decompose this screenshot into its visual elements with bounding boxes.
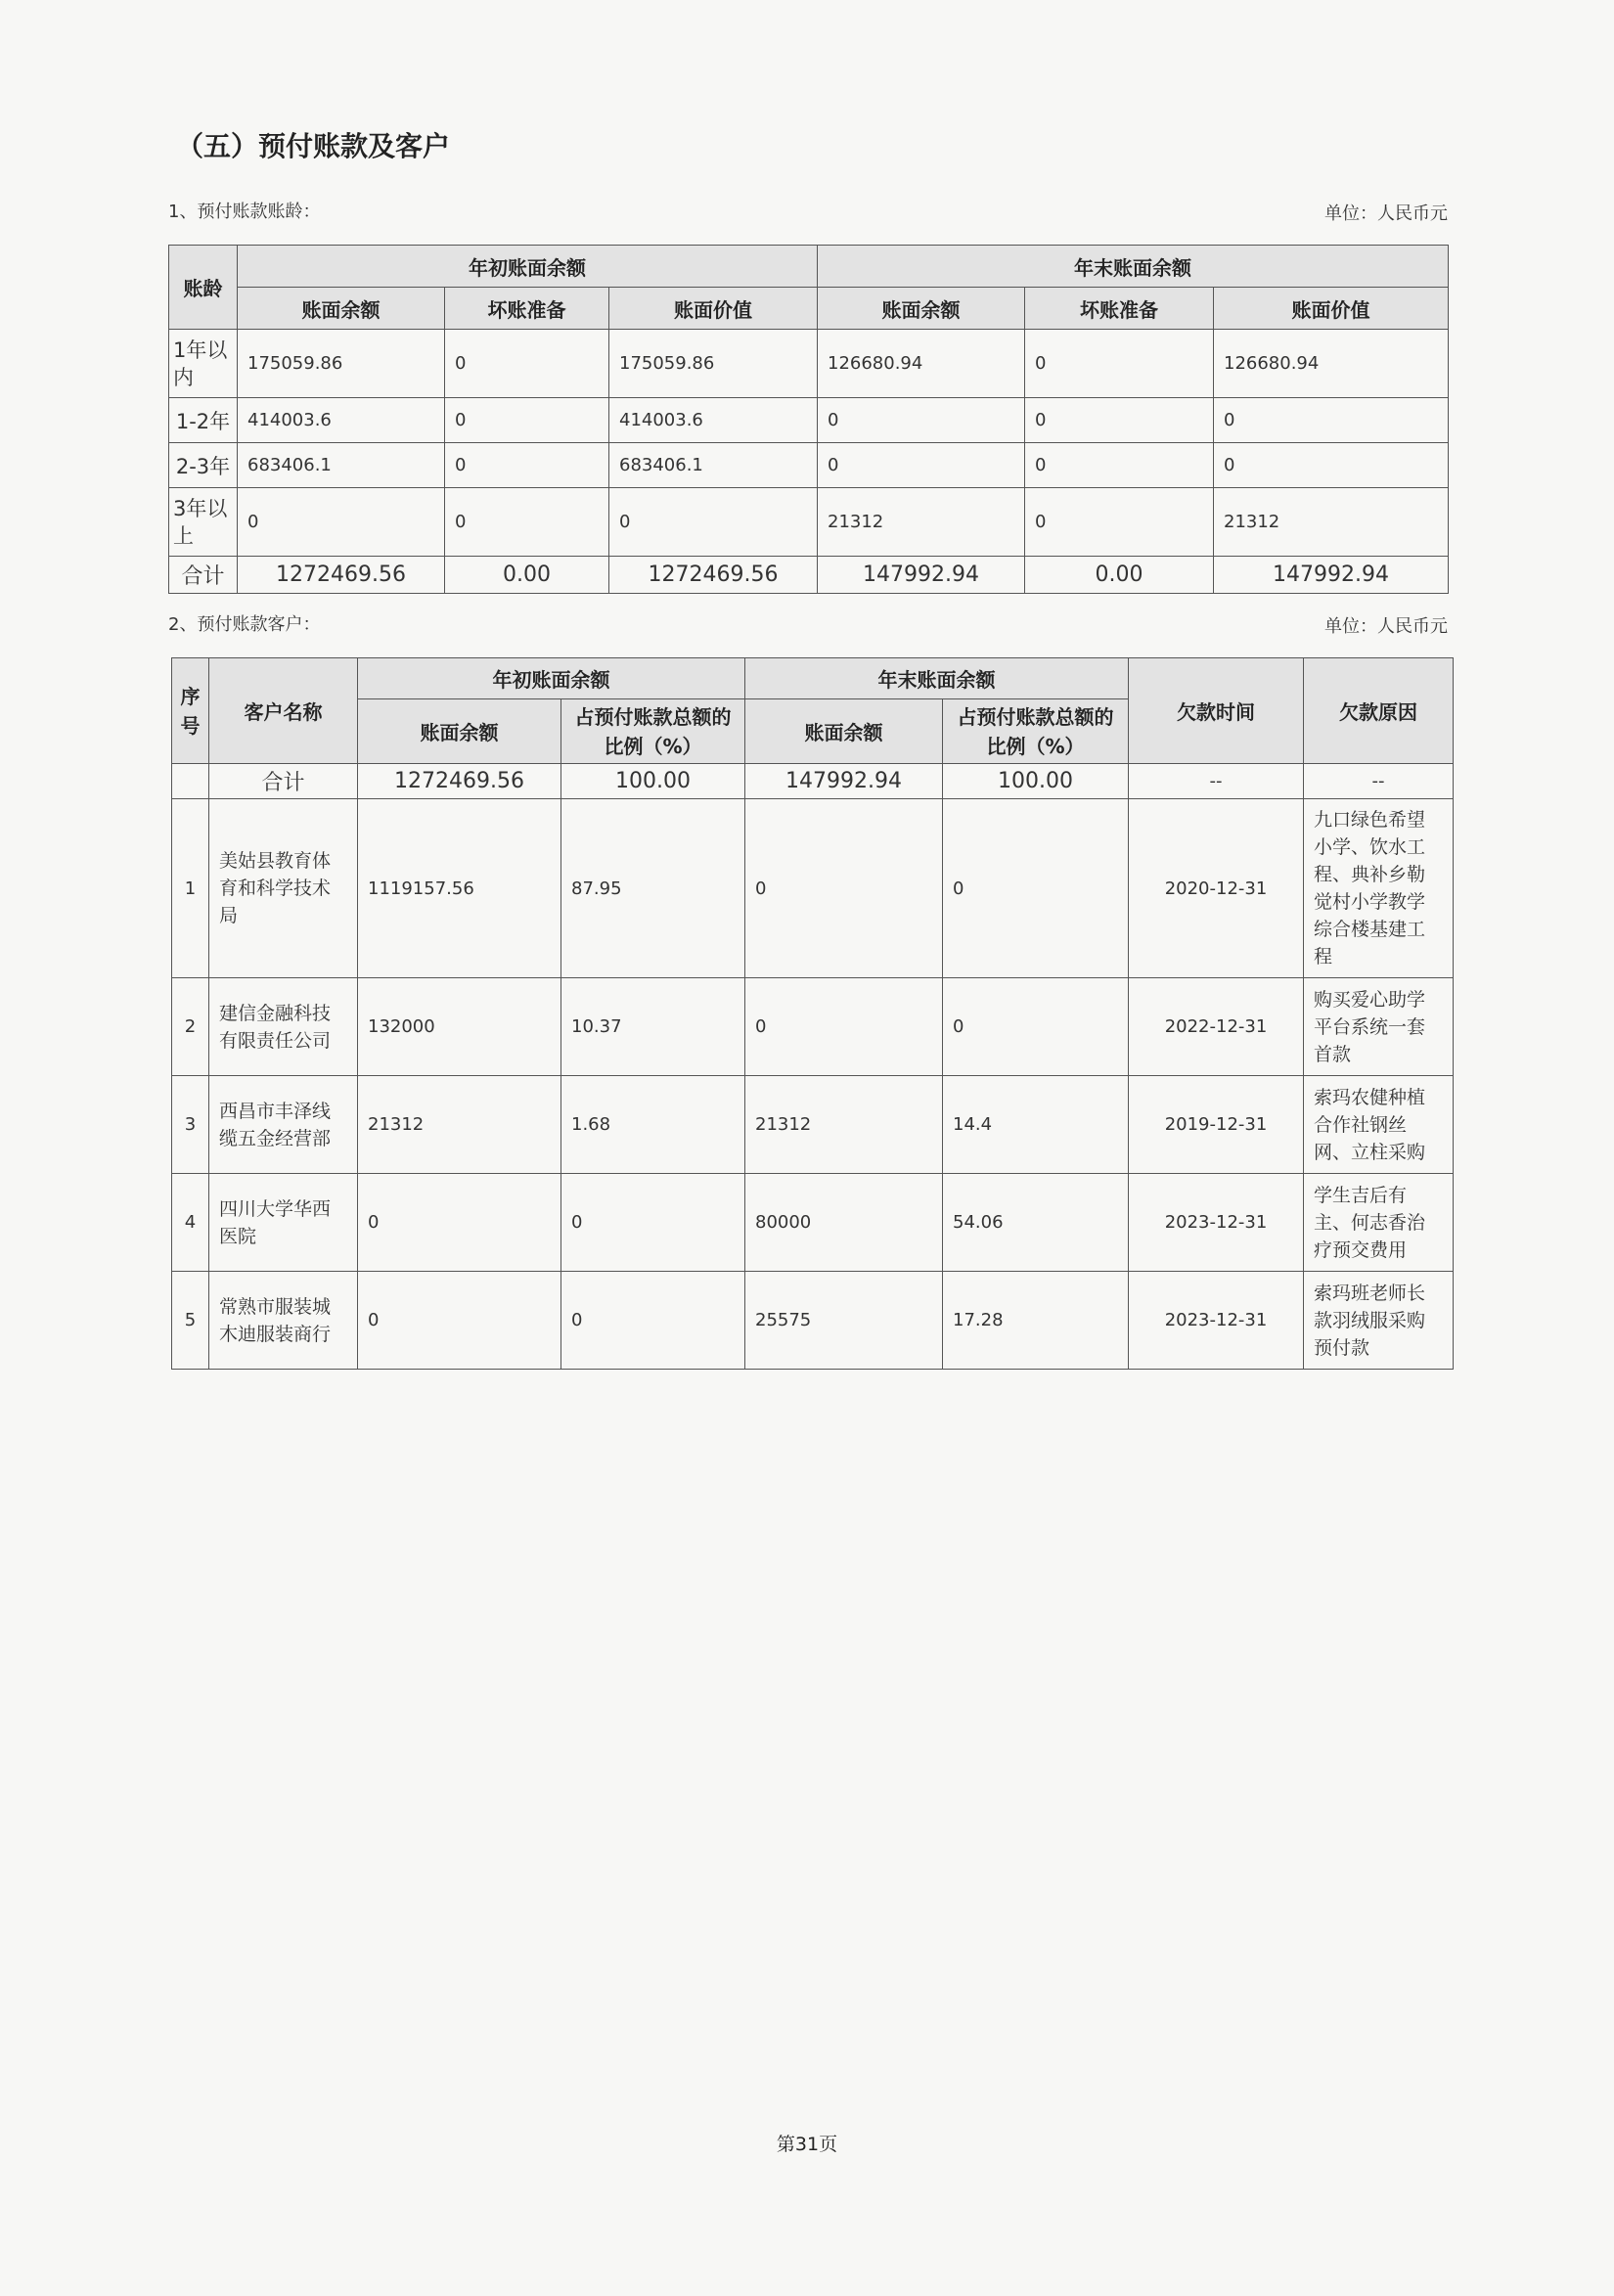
header-end-balance: 账面余额 — [818, 288, 1025, 330]
customer-cell: 美姑县教育体育和科学技术局 — [209, 799, 358, 978]
header-end-book-value: 账面价值 — [1214, 288, 1449, 330]
begin-ratio-cell: 87.95 — [561, 799, 745, 978]
total-row — [169, 557, 1449, 594]
begin-balance-cell: 1119157.56 — [358, 799, 561, 978]
total-begin-balance: 1272469.56 — [358, 764, 561, 799]
table-row — [172, 1076, 1454, 1174]
age-cell: 1年以内 — [169, 330, 238, 398]
end-bad-debt-cell: 0 — [1025, 443, 1214, 488]
begin-balance-cell: 21312 — [358, 1076, 561, 1174]
header-end-group: 年末账面余额 — [818, 246, 1449, 288]
section-heading: （五）预付账款及客户 — [176, 130, 451, 162]
begin-balance-cell: 0 — [358, 1174, 561, 1272]
table-row — [169, 488, 1449, 557]
total-reason: -- — [1304, 764, 1454, 799]
begin-book-value-cell: 175059.86 — [609, 330, 818, 398]
header-customer: 客户名称 — [209, 658, 358, 764]
header-end-balance: 账面余额 — [745, 699, 943, 764]
total-begin-book-value: 1272469.56 — [609, 557, 818, 594]
header-reason: 欠款原因 — [1304, 658, 1454, 764]
due-time-cell: 2023-12-31 — [1129, 1272, 1304, 1370]
begin-balance-cell: 175059.86 — [238, 330, 445, 398]
end-balance-cell: 0 — [745, 799, 943, 978]
aging-unit: 单位：人民币元 — [1324, 203, 1448, 224]
end-book-value-cell: 126680.94 — [1214, 330, 1449, 398]
reason-cell: 索玛班老师长款羽绒服采购预付款 — [1304, 1272, 1454, 1370]
table-row — [169, 398, 1449, 443]
begin-bad-debt-cell: 0 — [445, 330, 609, 398]
header-begin-group: 年初账面余额 — [238, 246, 818, 288]
header-begin-group: 年初账面余额 — [358, 658, 745, 699]
begin-bad-debt-cell: 0 — [445, 443, 609, 488]
end-ratio-cell: 54.06 — [943, 1174, 1129, 1272]
page-number: 第31页 — [776, 2134, 838, 2155]
begin-balance-cell: 683406.1 — [238, 443, 445, 488]
customer-table — [171, 657, 1454, 1370]
end-book-value-cell: 0 — [1214, 443, 1449, 488]
total-begin-bad-debt: 0.00 — [445, 557, 609, 594]
end-book-value-cell: 0 — [1214, 398, 1449, 443]
begin-balance-cell: 132000 — [358, 978, 561, 1076]
total-begin-balance: 1272469.56 — [238, 557, 445, 594]
total-end-balance: 147992.94 — [818, 557, 1025, 594]
header-end-ratio: 占预付账款总额的比例（%） — [943, 699, 1129, 764]
customer-cell: 西昌市丰泽线缆五金经营部 — [209, 1076, 358, 1174]
customer-cell: 建信金融科技有限责任公司 — [209, 978, 358, 1076]
header-seq: 序号 — [172, 658, 209, 764]
total-end-balance: 147992.94 — [745, 764, 943, 799]
end-ratio-cell: 0 — [943, 978, 1129, 1076]
seq-cell: 1 — [172, 799, 209, 978]
total-label: 合计 — [169, 557, 238, 594]
header-begin-ratio: 占预付账款总额的比例（%） — [561, 699, 745, 764]
header-end-group: 年末账面余额 — [745, 658, 1129, 699]
total-end-ratio: 100.00 — [943, 764, 1129, 799]
customer-cell: 常熟市服装城木迪服装商行 — [209, 1272, 358, 1370]
end-bad-debt-cell: 0 — [1025, 488, 1214, 557]
end-bad-debt-cell: 0 — [1025, 398, 1214, 443]
aging-title: 1、预付账款账龄： — [168, 202, 321, 222]
total-begin-ratio: 100.00 — [561, 764, 745, 799]
end-balance-cell: 0 — [745, 978, 943, 1076]
end-balance-cell: 21312 — [818, 488, 1025, 557]
begin-book-value-cell: 683406.1 — [609, 443, 818, 488]
table-row — [172, 978, 1454, 1076]
age-cell: 2-3年 — [169, 443, 238, 488]
table-row — [172, 799, 1454, 978]
end-ratio-cell: 17.28 — [943, 1272, 1129, 1370]
end-balance-cell: 21312 — [745, 1076, 943, 1174]
due-time-cell: 2020-12-31 — [1129, 799, 1304, 978]
total-due-time: -- — [1129, 764, 1304, 799]
total-end-bad-debt: 0.00 — [1025, 557, 1214, 594]
reason-cell: 九口绿色希望小学、饮水工程、典补乡勒觉村小学教学综合楼基建工程 — [1304, 799, 1454, 978]
begin-ratio-cell: 10.37 — [561, 978, 745, 1076]
seq-cell: 3 — [172, 1076, 209, 1174]
begin-book-value-cell: 414003.6 — [609, 398, 818, 443]
total-label: 合计 — [209, 764, 358, 799]
seq-cell: 5 — [172, 1272, 209, 1370]
age-cell: 1-2年 — [169, 398, 238, 443]
end-balance-cell: 25575 — [745, 1272, 943, 1370]
header-begin-book-value: 账面价值 — [609, 288, 818, 330]
begin-ratio-cell: 0 — [561, 1272, 745, 1370]
customer-cell: 四川大学华西医院 — [209, 1174, 358, 1272]
end-ratio-cell: 14.4 — [943, 1076, 1129, 1174]
header-begin-bad-debt: 坏账准备 — [445, 288, 609, 330]
end-balance-cell: 126680.94 — [818, 330, 1025, 398]
table-row — [172, 1174, 1454, 1272]
end-balance-cell: 0 — [818, 443, 1025, 488]
end-book-value-cell: 21312 — [1214, 488, 1449, 557]
header-age: 账龄 — [169, 246, 238, 330]
customer-unit: 单位：人民币元 — [1324, 616, 1448, 637]
begin-balance-cell: 0 — [358, 1272, 561, 1370]
aging-table — [168, 245, 1449, 594]
customer-title: 2、预付账款客户： — [168, 614, 321, 635]
begin-balance-cell: 0 — [238, 488, 445, 557]
reason-cell: 购买爱心助学平台系统一套首款 — [1304, 978, 1454, 1076]
table-row — [169, 443, 1449, 488]
end-balance-cell: 80000 — [745, 1174, 943, 1272]
due-time-cell: 2022-12-31 — [1129, 978, 1304, 1076]
begin-ratio-cell: 1.68 — [561, 1076, 745, 1174]
begin-ratio-cell: 0 — [561, 1174, 745, 1272]
table-row — [169, 330, 1449, 398]
total-end-book-value: 147992.94 — [1214, 557, 1449, 594]
due-time-cell: 2019-12-31 — [1129, 1076, 1304, 1174]
header-begin-balance: 账面余额 — [238, 288, 445, 330]
header-due-time: 欠款时间 — [1129, 658, 1304, 764]
header-end-bad-debt: 坏账准备 — [1025, 288, 1214, 330]
end-bad-debt-cell: 0 — [1025, 330, 1214, 398]
seq-cell: 4 — [172, 1174, 209, 1272]
total-row — [172, 764, 1454, 799]
header-begin-balance: 账面余额 — [358, 699, 561, 764]
age-cell: 3年以上 — [169, 488, 238, 557]
table-row — [172, 1272, 1454, 1370]
seq-cell: 2 — [172, 978, 209, 1076]
due-time-cell: 2023-12-31 — [1129, 1174, 1304, 1272]
reason-cell: 学生吉后有主、何志香治疗预交费用 — [1304, 1174, 1454, 1272]
begin-bad-debt-cell: 0 — [445, 398, 609, 443]
end-balance-cell: 0 — [818, 398, 1025, 443]
begin-bad-debt-cell: 0 — [445, 488, 609, 557]
begin-book-value-cell: 0 — [609, 488, 818, 557]
begin-balance-cell: 414003.6 — [238, 398, 445, 443]
end-ratio-cell: 0 — [943, 799, 1129, 978]
reason-cell: 索玛农健种植合作社钢丝网、立柱采购 — [1304, 1076, 1454, 1174]
